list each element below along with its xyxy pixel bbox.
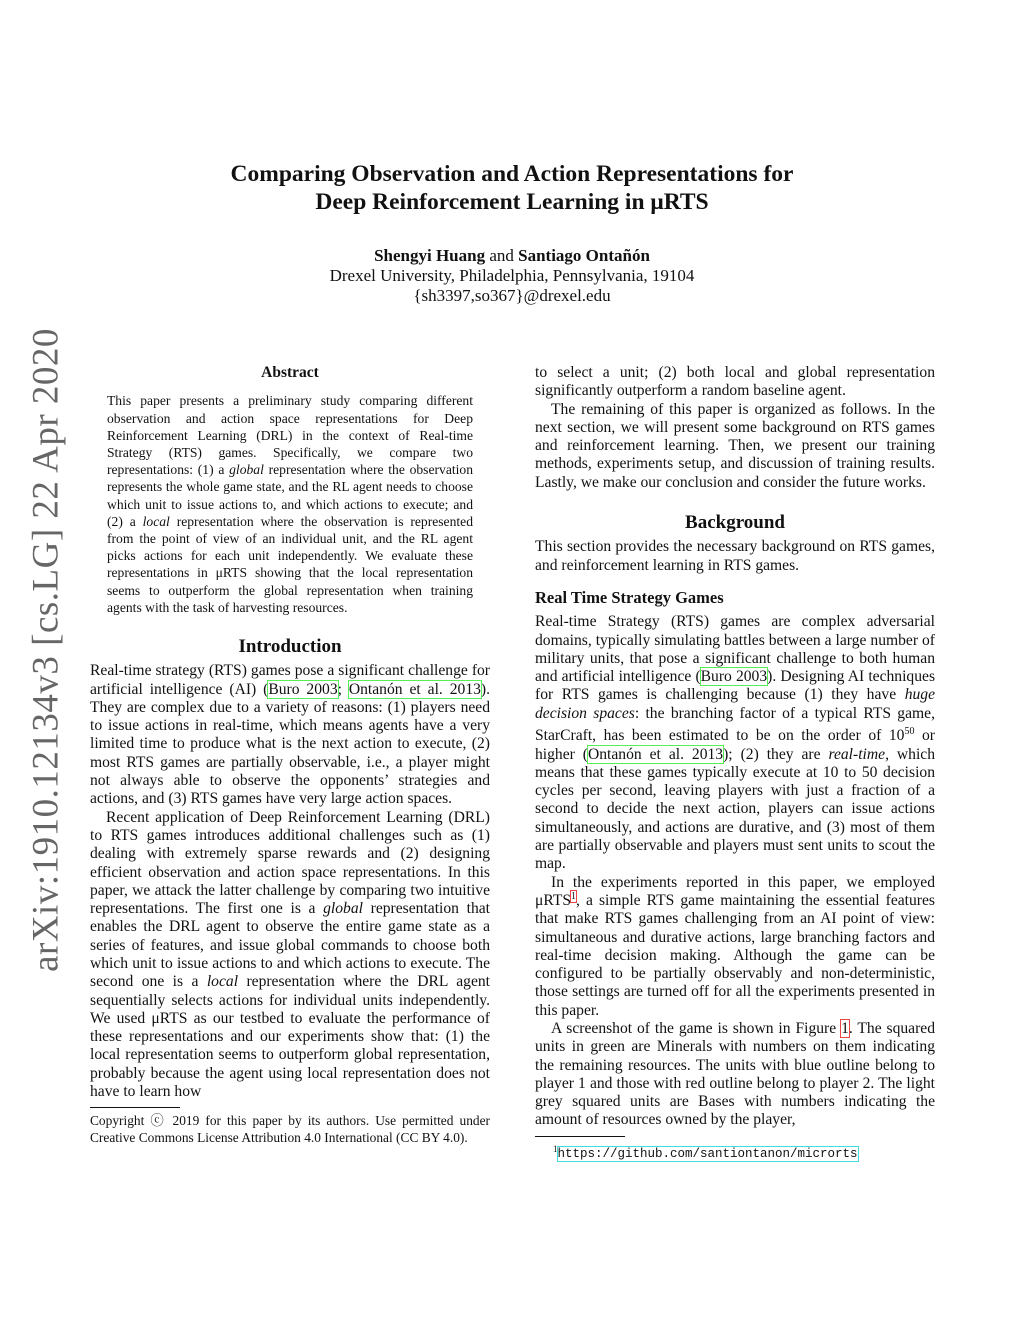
figure-ref[interactable]: 1 <box>841 1019 849 1037</box>
left-column <box>90 364 490 1146</box>
author-block <box>0 246 1024 306</box>
abstract-heading: Abstract <box>261 364 319 381</box>
title-line-2: Deep Reinforcement Learning in μRTS <box>315 189 709 215</box>
citation-buro-2003[interactable]: Buro 2003 <box>268 680 338 698</box>
title-line-1: Comparing Observation and Action Representations for <box>230 161 794 187</box>
author-2: Santiago Ontañón <box>518 246 650 265</box>
right-paragraph-0: to select a unit; (2) both local and global representation significantly outperform a random baseline agent. <box>535 364 935 400</box>
intro-paragraph-2: Recent application of Deep Reinforcement Learning (DRL) to RTS games introduces additional challenges such as (1) dealing with extremely sparse rewards and (2) designing efficient observation and action space representations. In this paper, we attack the latter challenge by comparing two intuitive representations. The first one is a global representation that enables the DRL agent to observe the entire game state as a series of features, and issue global commands to choose both which unit to issue actions to and which actions to execute. The second one is a local representation where the DRL agent sequentially selects actions for individual units independently. We used μRTS as our testbed to evaluate the performance of these representations and our experiments show that: (1) the local representation seems to outperform global representation, probably because the agent using local representation does not have to learn how <box>90 808 490 1101</box>
copyright-notice: Copyright ⓒ 2019 for this paper by its authors. Use permitted under Creative Commons License Attribution 4.0 International (CC BY 4.0). <box>90 1113 490 1146</box>
abstract-text: This paper presents a preliminary study comparing different observation and action space representations for Deep Reinforcement Learning (DRL) in the context of Real-time Strategy (RTS) games. Specifically, we compare two representations: (1) a global representation where the observation represents the whole game state, and the RL agent needs to choose which unit to issue actions to, and which actions to execute; and (2) a local representation where the observation is represented from the point of view of an individual unit, and the RL agent picks actions for each unit independently. We evaluate these representations in μRTS showing that the local representation seems to outperform the global representation when training agents with the task of harvesting resources. <box>107 393 473 615</box>
right-paragraph-1: The remaining of this paper is organized as follows. In the next section, we will present some background on RTS games and reinforcement learning. Then, we present our training methods, experiments setup, and discussion of training results. Lastly, we make our conclusion and consider the future works. <box>535 400 935 491</box>
footnote-rule-right <box>535 1136 625 1137</box>
footnote: $^1$https://github.com/santiontanon/microrts <box>553 1143 858 1161</box>
rts-paragraph-2: In the experiments reported in this paper, we employed μRTS$^1$, a simple RTS game maintaining the essential features that make RTS games challenging from an AI point of view: simultaneous and durative actions, large branching factors and real-time decision making. Although the game can be configured to be partially observably and non-deterministic, those settings are turned off for all the experiments presented in this paper. <box>535 873 935 1019</box>
rts-paragraph-1: Real-time Strategy (RTS) games are complex adversarial domains, typically simulating battles between a large number of military units, that pose a significant challenge to both human and artificial intelligence (Buro 2003). Designing AI techniques for RTS games is challenging because (1) they have huge decision spaces: the branching factor of a typical RTS game, StarCraft, has been estimated to be on the order of $10^{50}$ or higher (Ontanón et al. 2013); (2) they are real-time, which means that these games typically execute at 10 to 50 decision cycles per second, leaving players with just a fraction of a second to decide the next action, players can issue actions simultaneously, and actions are durative, and (3) most of them are partially observable and players must sent units to scout the map. <box>535 613 936 873</box>
rts-paragraph-3: A screenshot of the game is shown in Figure 1. The squared units in green are Minerals with numbers on them indicating the remaining resources. The units with blue outline belong to player 1 and those with red outline belong to player 2. The light grey squared units are Bases with numbers indicating the amount of resources owned by the player, <box>535 1019 936 1129</box>
introduction-heading: Introduction <box>238 635 342 657</box>
author-1: Shengyi Huang <box>374 246 486 265</box>
footnote-url-link[interactable]: https://github.com/santiontanon/microrts <box>557 1146 858 1161</box>
citation-ontanon-2013-b[interactable]: Ontanón et al. 2013 <box>587 745 724 763</box>
footnote-rule <box>90 1107 180 1108</box>
citation-buro-2003-b[interactable]: Buro 2003 <box>700 668 768 686</box>
citation-ontanon-2013[interactable]: Ontanón et al. 2013 <box>348 680 481 698</box>
arxiv-sidebar <box>22 328 70 972</box>
background-heading: Background <box>685 512 785 534</box>
email: {sh3397,so367}@drexel.edu <box>413 286 611 305</box>
background-text: This section provides the necessary background on RTS games, and reinforcement learning in RTS games. <box>535 538 935 574</box>
paper-title <box>0 160 1024 216</box>
intro-paragraph-1: Real-time strategy (RTS) games pose a significant challenge for artificial intelligence (AI) (Buro 2003; Ontanón et al. 2013). They are complex due to a variety of reasons: (1) players need to issue actions in real-time, which means agents have a very limited time to produce what is the next action to execute, (2) most RTS games are partially observable, i.e., a player might not always able to observe the opponents’ strategies and actions, and (3) RTS games have very large action spaces. <box>90 662 491 808</box>
arxiv-id: arXiv:1910.12134v3 [cs.LG] 22 Apr 2020 <box>25 328 67 972</box>
footnote-ref[interactable]: 1 <box>571 890 577 902</box>
right-column <box>535 364 935 1162</box>
rts-heading: Real Time Strategy Games <box>535 587 724 607</box>
author-and: and <box>485 246 519 265</box>
affiliation: Drexel University, Philadelphia, Pennsylvania, 19104 <box>329 266 695 285</box>
